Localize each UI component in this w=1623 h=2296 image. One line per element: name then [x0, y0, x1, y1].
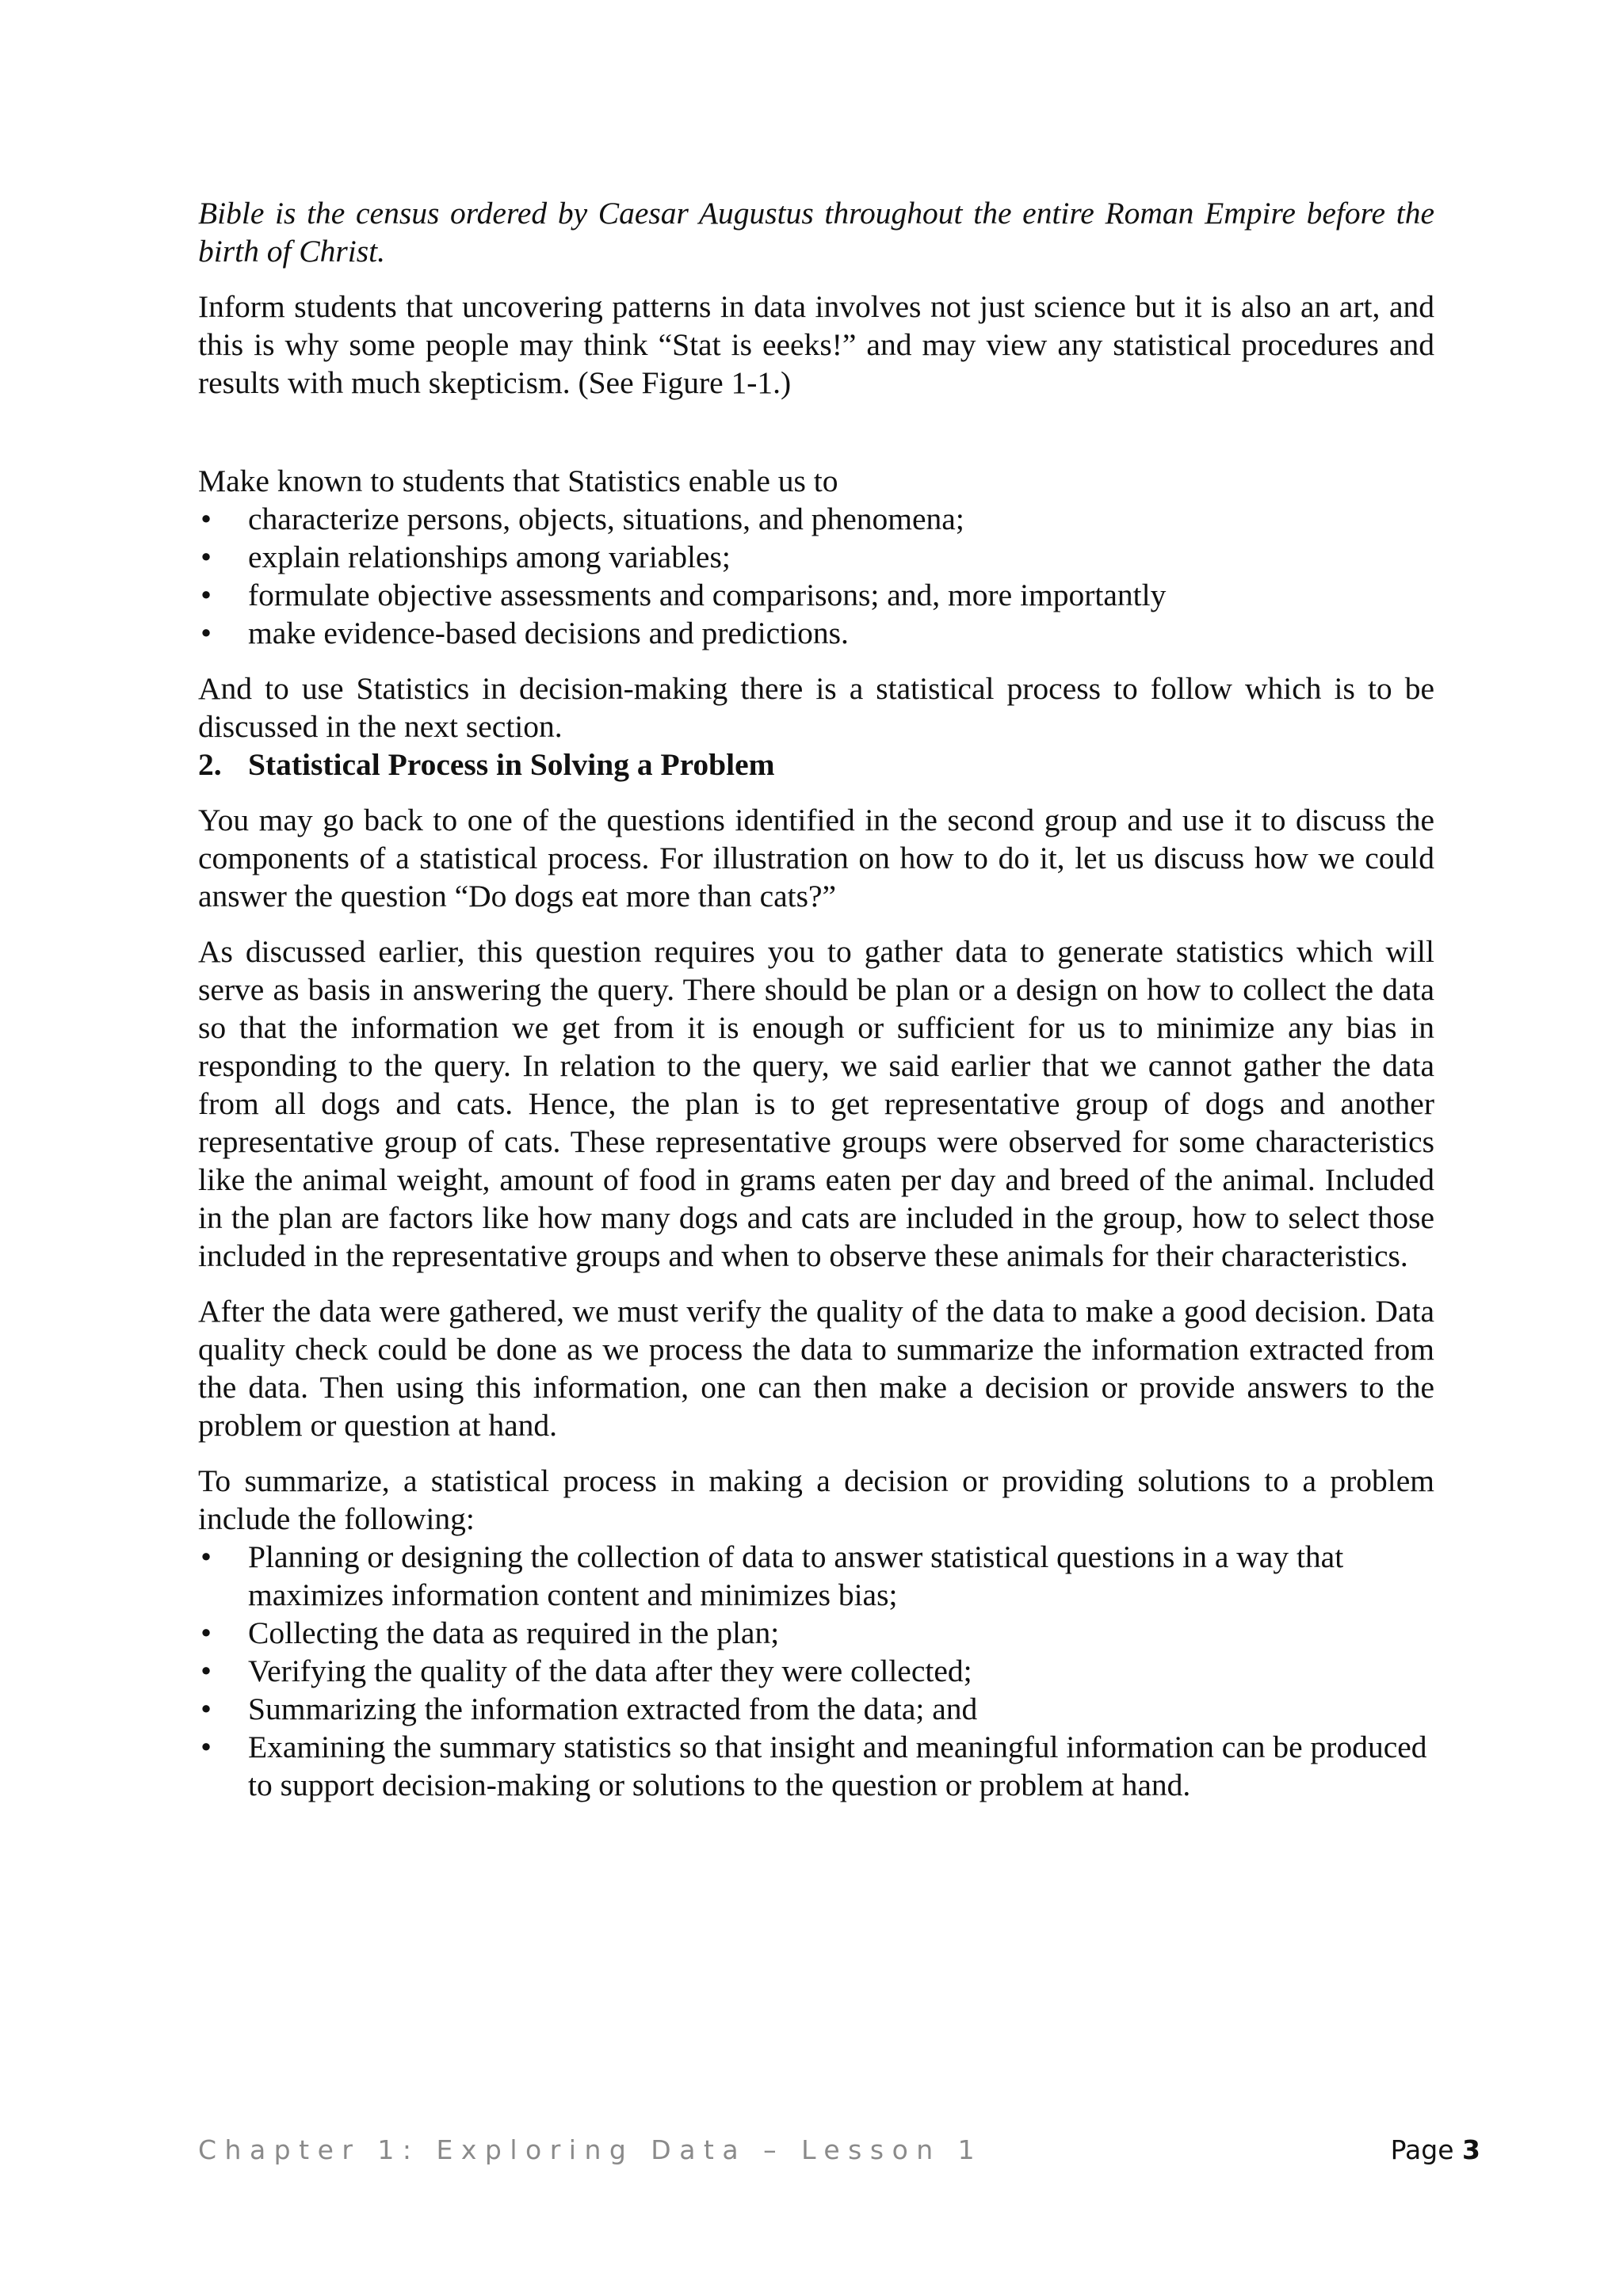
bullet-icon: •: [200, 1653, 212, 1688]
inform-students-paragraph: Inform students that uncovering patterns in data involves not just science but it is also an art, and this is why some people may think “Stat is eeeks!” and may view any statistical procedures and results with much skepticism. (See Figure 1-1.): [198, 289, 1434, 400]
list-item: • make evidence-based decisions and predictions.: [198, 614, 1434, 652]
bullet-icon: •: [200, 1615, 212, 1650]
bullet-icon: •: [200, 1539, 212, 1574]
bullet-icon: •: [200, 502, 212, 536]
list-item: • formulate objective assessments and comparisons; and, more importantly: [198, 576, 1434, 614]
list-item: • characterize persons, objects, situations, and phenomena;: [198, 500, 1434, 538]
document-page: [198, 194, 1434, 1804]
footer-chapter-title: Chapter 1: Exploring Data – Lesson 1: [198, 2134, 983, 2165]
list-item: • Summarizing the information extracted from the data; and: [198, 1690, 1434, 1728]
section-paragraph: To summarize, a statistical process in making a decision or providing solutions to a problem include the following:: [198, 1463, 1434, 1536]
bullet-icon: •: [200, 540, 212, 574]
bullet-icon: •: [200, 578, 212, 612]
page-footer: [198, 2134, 1480, 2174]
list-item: • Collecting the data as required in the plan;: [198, 1614, 1434, 1652]
process-steps-list: [198, 1538, 1434, 1804]
footer-page-number: Page 3: [1390, 2134, 1480, 2165]
section-number: 2.: [198, 747, 222, 782]
statistics-enable-list: [198, 500, 1434, 652]
section-heading: [198, 746, 1434, 784]
section-title: Statistical Process in Solving a Problem: [248, 747, 775, 782]
list-item: • Planning or designing the collection of data to answer statistical questions in a way that maximizes information content and minimizes bias;: [198, 1538, 1434, 1614]
statistics-enable-lead: Make known to students that Statistics enable us to: [198, 463, 838, 498]
section-paragraph: After the data were gathered, we must verify the quality of the data to make a good decision. Data quality check could be done as we process the data to summarize the information extracted from the data. Then using this information, one can then make a decision or provide answers to the problem or question at hand.: [198, 1294, 1434, 1443]
decision-making-paragraph: And to use Statistics in decision-making there is a statistical process to follow which is to be discussed in the next section.: [198, 671, 1434, 744]
section-paragraph: As discussed earlier, this question requires you to gather data to generate statistics which will serve as basis in answering the query. There should be plan or a design on how to collect the data so that the information we get from it is enough or sufficient for us to minimize any bias in responding to the query. In relation to the query, we said earlier that we cannot gather the data from all dogs and cats. Hence, the plan is to get representative group of dogs and another representative group of cats. These representative groups were observed for some characteristics like the animal weight, amount of food in grams eaten per day and breed of the animal. Included in the plan are factors like how many dogs and cats are included in the group, how to select those included in the representative groups and when to observe these animals for their characteristics.: [198, 934, 1434, 1273]
list-item: • Examining the summary statistics so that insight and meaningful information can be produced to support decision-making or solutions to the question or problem at hand.: [198, 1728, 1434, 1804]
list-item: • Verifying the quality of the data after they were collected;: [198, 1652, 1434, 1690]
bullet-icon: •: [200, 1730, 212, 1764]
section-paragraph: You may go back to one of the questions identified in the second group and use it to discuss the components of a statistical process. For illustration on how to do it, let us discuss how we could answer the question “Do dogs eat more than cats?”: [198, 803, 1434, 913]
list-item: • explain relationships among variables;: [198, 538, 1434, 576]
italic-continuation-paragraph: Bible is the census ordered by Caesar Augustus throughout the entire Roman Empire before the birth of Christ.: [198, 196, 1434, 269]
bullet-icon: •: [200, 1691, 212, 1726]
bullet-icon: •: [200, 616, 212, 650]
